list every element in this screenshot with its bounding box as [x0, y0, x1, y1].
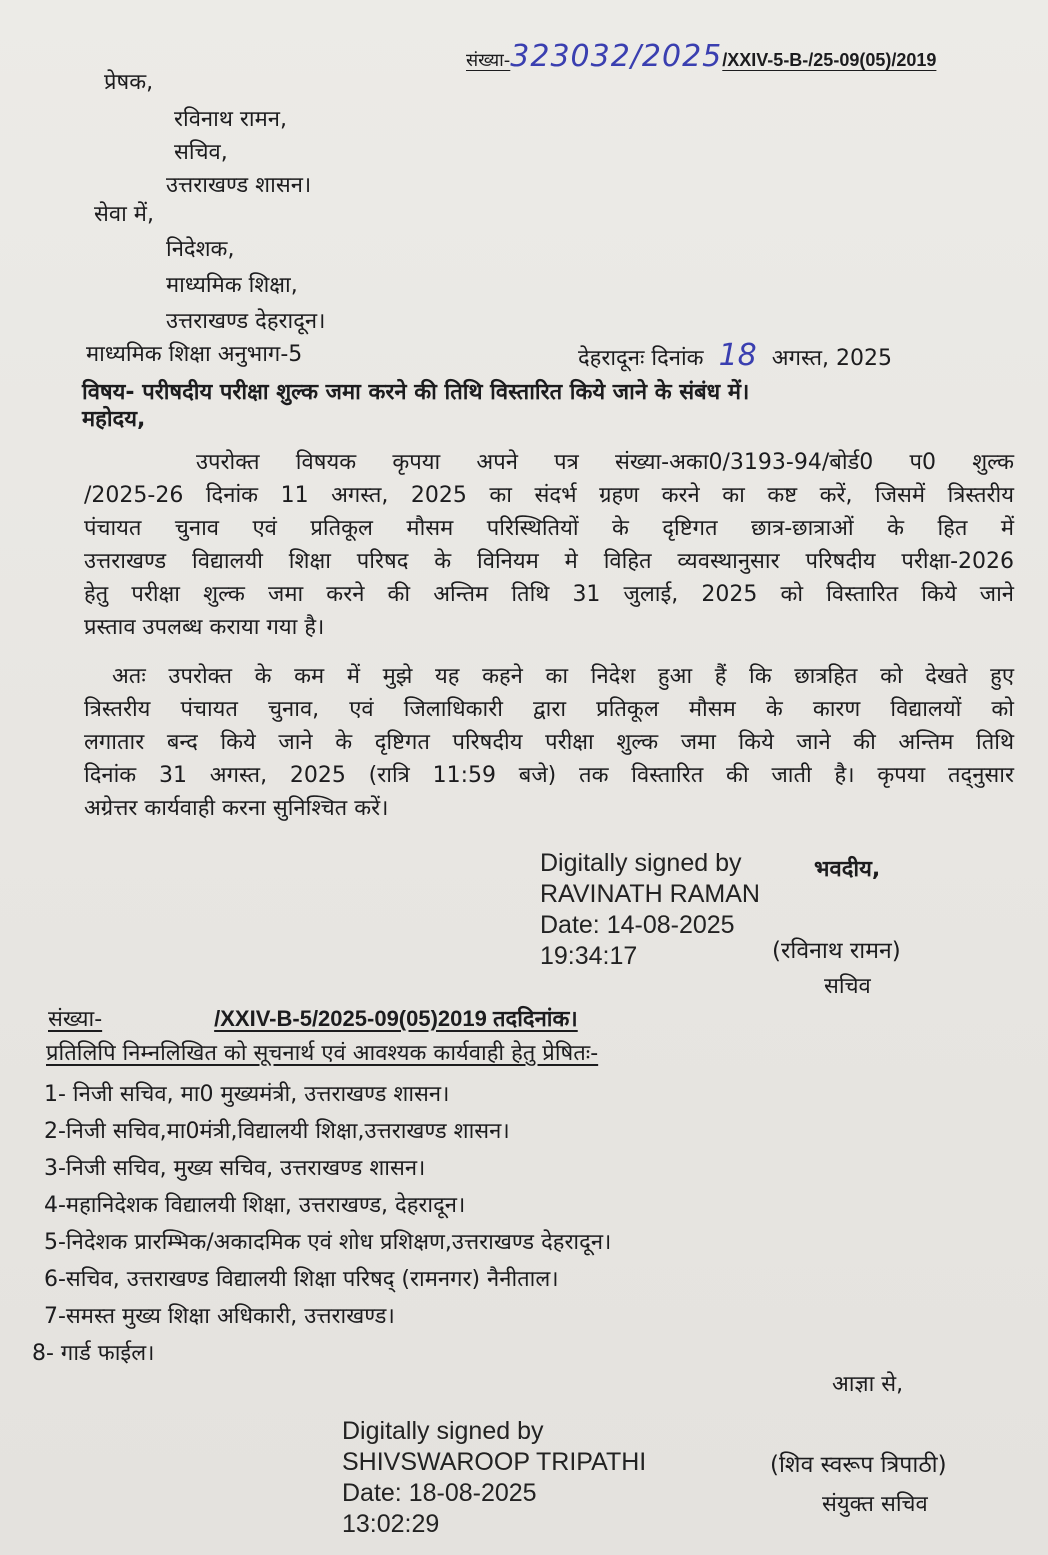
handwritten-day: 18 — [718, 338, 757, 373]
copy-reference-label: संख्या- — [48, 1007, 103, 1032]
copy-reference-suffix: /XXIV-B-5/2025-09(05)2019 तददिनांक। — [214, 1006, 578, 1031]
subject-line: विषय- परीषदीय परीक्षा शुल्क जमा करने की तिथि विस्तारित किये जाने के संबंध में। — [82, 380, 750, 405]
copy-heading: प्रतिलिपि निम्नलिखित को सूचनार्थ एवं आवश्यक कार्यवाही हेतु प्रेषितः- — [46, 1041, 599, 1066]
digital-signature-2 — [342, 1416, 646, 1540]
copy-list — [32, 1076, 612, 1372]
recipient-dept: माध्यमिक शिक्षा, — [166, 273, 298, 298]
salutation: महोदय, — [82, 407, 146, 432]
list-item: 8- गार्ड फाईल। — [32, 1341, 155, 1366]
sender-office: उत्तराखण्ड शासन। — [166, 173, 312, 198]
list-item: 3-निजी सचिव, मुख्य सचिव, उत्तराखण्ड शासन। — [44, 1156, 426, 1181]
by-order-text: आज्ञा से, — [832, 1372, 904, 1397]
paragraph-1 — [84, 446, 1014, 644]
signatory-2-name: (शिव स्वरूप त्रिपाठी) — [770, 1452, 947, 1478]
date-prefix: देहरादूनः दिनांक — [578, 346, 704, 371]
sender-designation: सचिव, — [174, 140, 228, 165]
signatory-1-designation: सचिव — [824, 974, 871, 999]
paragraph-1-line: हेतु परीक्षा शुल्क जमा करने की अन्तिम तिथि 31 जुलाई, 2025 को विस्तारित किये जाने — [84, 582, 1014, 607]
handwritten-reference: 323032/2025 — [510, 39, 723, 74]
signature-1-line: Date: 14-08-2025 — [540, 911, 735, 939]
sender-heading: प्रेषक, — [104, 70, 154, 95]
sender-name: रविनाथ रामन, — [174, 107, 287, 132]
reference-suffix: /XXIV-5-B-/25-09(05)/2019 — [722, 50, 937, 70]
paragraph-2 — [84, 660, 1014, 825]
copy-reference — [48, 1006, 578, 1033]
date-line — [578, 338, 893, 373]
signatory-2-designation: संयुक्त सचिव — [822, 1492, 928, 1517]
paragraph-2-line: लगातार बन्द किये जाने के दृष्टिगत परिषदीय परीक्षा शुल्क जमा किये जाने की अन्तिम तिथि — [84, 730, 1014, 755]
recipient-place: उत्तराखण्ड देहरादून। — [166, 309, 326, 334]
recipient-title: निदेशक, — [166, 237, 235, 262]
paragraph-1-line: /2025-26 दिनांक 11 अगस्त, 2025 का संदर्भ ग्रहण करने का कष्ट करें, जिसमें त्रिस्तरीय — [84, 483, 1014, 508]
signature-1-line: RAVINATH RAMAN — [540, 880, 760, 908]
list-item: 6-सचिव, उत्तराखण्ड विद्यालयी शिक्षा परिषद् (रामनगर) नैनीताल। — [44, 1267, 559, 1292]
paragraph-1-line: पंचायत चुनाव एवं प्रतिकूल मौसम परिस्थितियों के दृष्टिगत छात्र-छात्राओं के हित में — [84, 516, 1014, 541]
date-suffix: अगस्त, 2025 — [771, 346, 893, 371]
list-item: 7-समस्त मुख्य शिक्षा अधिकारी, उत्तराखण्ड। — [44, 1304, 395, 1329]
section-name: माध्यमिक शिक्षा अनुभाग-5 — [86, 342, 303, 367]
signatory-1-name: (रविनाथ रामन) — [772, 938, 901, 964]
signature-2-line: Date: 18-08-2025 — [342, 1479, 537, 1507]
signature-2-line: Digitally signed by — [342, 1417, 544, 1445]
list-item: 1- निजी सचिव, मा0 मुख्यमंत्री, उत्तराखण्ड शासन। — [44, 1082, 450, 1107]
signature-2-line: SHIVSWAROOP TRIPATHI — [342, 1448, 647, 1476]
paragraph-2-line: अतः उपरोक्त के कम में मुझे यह कहने का निदेश हुआ हैं कि छात्रहित को देखते हुए — [112, 664, 1014, 689]
digital-signature-1 — [540, 848, 760, 972]
list-item: 4-महानिदेशक विद्यालयी शिक्षा, उत्तराखण्ड, देहरादून। — [44, 1193, 466, 1218]
signature-2-line: 13:02:29 — [342, 1510, 440, 1538]
signature-1-line: Digitally signed by — [540, 849, 742, 877]
list-item: 5-निदेशक प्रारम्भिक/अकादमिक एवं शोध प्रशिक्षण,उत्तराखण्ड देहरादून। — [44, 1230, 612, 1255]
paragraph-1-line: उत्तराखण्ड विद्यालयी शिक्षा परिषद के विनियम मे विहित व्यवस्थानुसार परिषदीय परीक्षा-2026 — [84, 549, 1014, 574]
reference-label: संख्या- — [466, 50, 511, 71]
list-item: 2-निजी सचिव,मा0मंत्री,विद्यालयी शिक्षा,उत्तराखण्ड शासन। — [44, 1119, 510, 1144]
paragraph-2-line: त्रिस्तरीय पंचायत चुनाव, एवं जिलाधिकारी द्वारा प्रतिकूल मौसम के कारण विद्यालयों को — [84, 697, 1014, 722]
paragraph-2-line: अग्रेत्तर कार्यवाही करना सुनिश्चित करें। — [84, 796, 389, 821]
paragraph-2-line: दिनांक 31 अगस्त, 2025 (रात्रि 11:59 बजे) तक विस्तारित की जाती है। कृपया तद्नुसार — [84, 763, 1014, 788]
reference-number — [466, 39, 937, 74]
recipient-heading: सेवा में, — [94, 202, 154, 227]
closing-text: भवदीय, — [814, 857, 881, 882]
signature-1-line: 19:34:17 — [540, 942, 638, 970]
paragraph-1-line: प्रस्ताव उपलब्ध कराया गया है। — [84, 615, 325, 640]
paragraph-1-line: उपरोक्त विषयक कृपया अपने पत्र संख्या-अका0/3193-94/बोर्ड0 प0 शुल्क — [196, 450, 1014, 475]
